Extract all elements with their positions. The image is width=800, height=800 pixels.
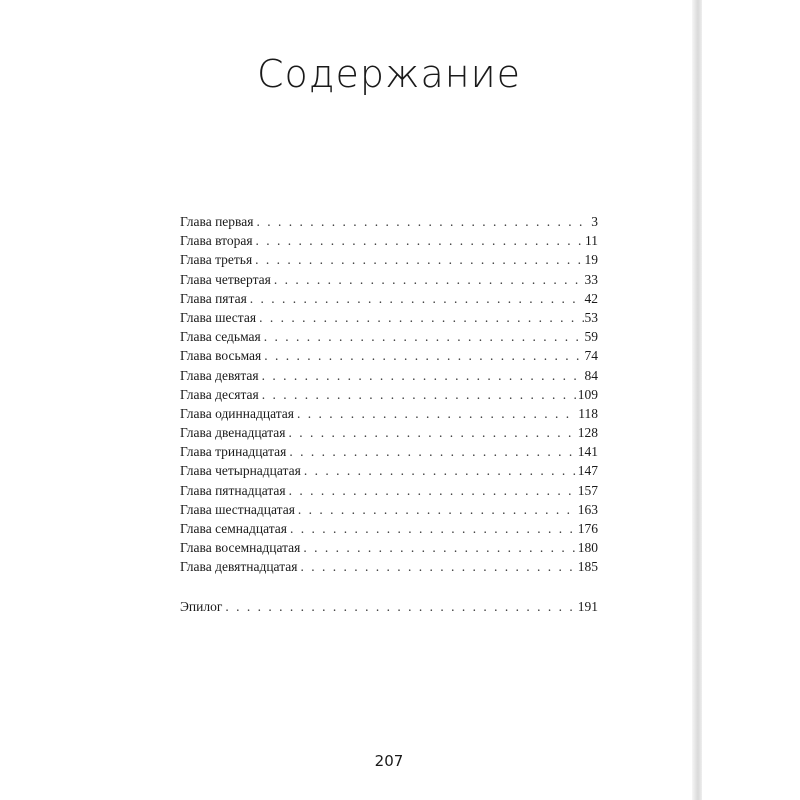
- toc-entry-label: Глава тринадцатая: [180, 444, 287, 460]
- toc-entry: [180, 212, 598, 231]
- toc-entry-label: Глава семнадцатая: [180, 521, 287, 536]
- dot-leader: [259, 308, 583, 327]
- toc-entry: [180, 385, 598, 404]
- toc-entry-page: 185: [577, 559, 598, 575]
- toc-entry-page: 180: [577, 540, 598, 556]
- toc-entry: [180, 270, 598, 289]
- toc-entry-label: Глава восемнадцатая: [180, 540, 301, 556]
- toc-entry-page: 118: [578, 405, 598, 421]
- toc-entry-page: 163: [577, 501, 598, 517]
- dot-leader: [225, 597, 576, 616]
- toc-entry-page: 141: [577, 444, 598, 460]
- dot-leader: [303, 538, 576, 557]
- dot-leader: [262, 385, 577, 404]
- dot-leader: [250, 289, 584, 308]
- dot-leader: [255, 250, 583, 269]
- toc-entry: [180, 538, 598, 557]
- toc-entry-page: 147: [577, 463, 598, 479]
- dot-leader: [264, 346, 583, 365]
- dot-leader: [256, 212, 590, 231]
- dot-leader: [297, 404, 577, 423]
- toc-entry: [180, 289, 598, 308]
- toc-entry: [180, 461, 598, 480]
- toc-entry-label: Эпилог: [180, 598, 223, 614]
- toc-entry: [180, 481, 598, 500]
- page-title: Содержание: [256, 52, 522, 96]
- right-margin: [702, 0, 800, 800]
- dot-leader: [300, 557, 576, 576]
- toc-entry: [180, 327, 598, 346]
- toc-entry-label: Глава четырнадцатая: [180, 463, 301, 479]
- toc-entry-page: 59: [584, 329, 598, 345]
- toc-entry-label: Глава первая: [180, 214, 254, 229]
- dot-leader: [289, 442, 576, 461]
- toc-entry-label: Глава шестая: [180, 309, 257, 325]
- toc-entry-page: 53: [584, 309, 598, 325]
- toc-entry-label: Глава девятнадцатая: [180, 559, 298, 575]
- toc-entry-page: 11: [585, 233, 598, 249]
- dot-leader: [262, 366, 584, 385]
- page-edge-shadow: [692, 0, 702, 800]
- toc-entry-page: 33: [584, 271, 598, 287]
- toc-entry-epilogue: [180, 597, 598, 616]
- toc-entry-label: Глава пятая: [180, 290, 247, 306]
- toc-entry-label: Глава пятнадцатая: [180, 482, 286, 498]
- toc-entry: [180, 519, 598, 538]
- dot-leader: [264, 327, 584, 346]
- dot-leader: [298, 500, 577, 519]
- toc-entry-label: Глава двенадцатая: [180, 425, 286, 441]
- toc-entry-label: Глава шестнадцатая: [180, 501, 295, 517]
- dot-leader: [274, 270, 584, 289]
- toc-entry: [180, 500, 598, 519]
- dot-leader: [289, 481, 577, 500]
- page-number: 207: [374, 752, 404, 770]
- toc-entry: [180, 250, 598, 269]
- toc-entry: [180, 231, 598, 250]
- toc-entry: [180, 557, 598, 576]
- toc-entry-page: 128: [577, 425, 598, 441]
- toc-spacer: [180, 577, 598, 597]
- toc-entry-page: 157: [577, 482, 598, 498]
- dot-leader: [256, 231, 584, 250]
- table-of-contents: [180, 212, 598, 616]
- toc-entry-label: Глава третья: [180, 252, 253, 268]
- toc-entry-label: Глава одиннадцатая: [180, 405, 294, 421]
- toc-entry-label: Глава четвертая: [180, 271, 271, 287]
- toc-entry-page: 74: [584, 348, 598, 364]
- toc-entry-page: 84: [584, 367, 598, 383]
- toc-entry: [180, 404, 598, 423]
- toc-entry-label: Глава восьмая: [180, 348, 262, 364]
- toc-entry-page: 176: [577, 521, 598, 536]
- toc-entry-label: Глава седьмая: [180, 329, 261, 345]
- toc-entry-page: 191: [577, 598, 598, 614]
- toc-entry-page: 109: [577, 386, 598, 402]
- toc-entry-page: 3: [591, 214, 598, 229]
- toc-entry-page: 42: [584, 290, 598, 306]
- toc-entry-page: 19: [584, 252, 598, 268]
- toc-entry-label: Глава десятая: [180, 386, 259, 402]
- toc-entry-label: Глава девятая: [180, 367, 259, 383]
- toc-entry-label: Глава вторая: [180, 233, 253, 249]
- dot-leader: [288, 423, 576, 442]
- dot-leader: [290, 519, 577, 538]
- toc-entry: [180, 442, 598, 461]
- toc-entry: [180, 423, 598, 442]
- toc-entry: [180, 346, 598, 365]
- toc-entry: [180, 366, 598, 385]
- dot-leader: [304, 461, 577, 480]
- toc-entry: [180, 308, 598, 327]
